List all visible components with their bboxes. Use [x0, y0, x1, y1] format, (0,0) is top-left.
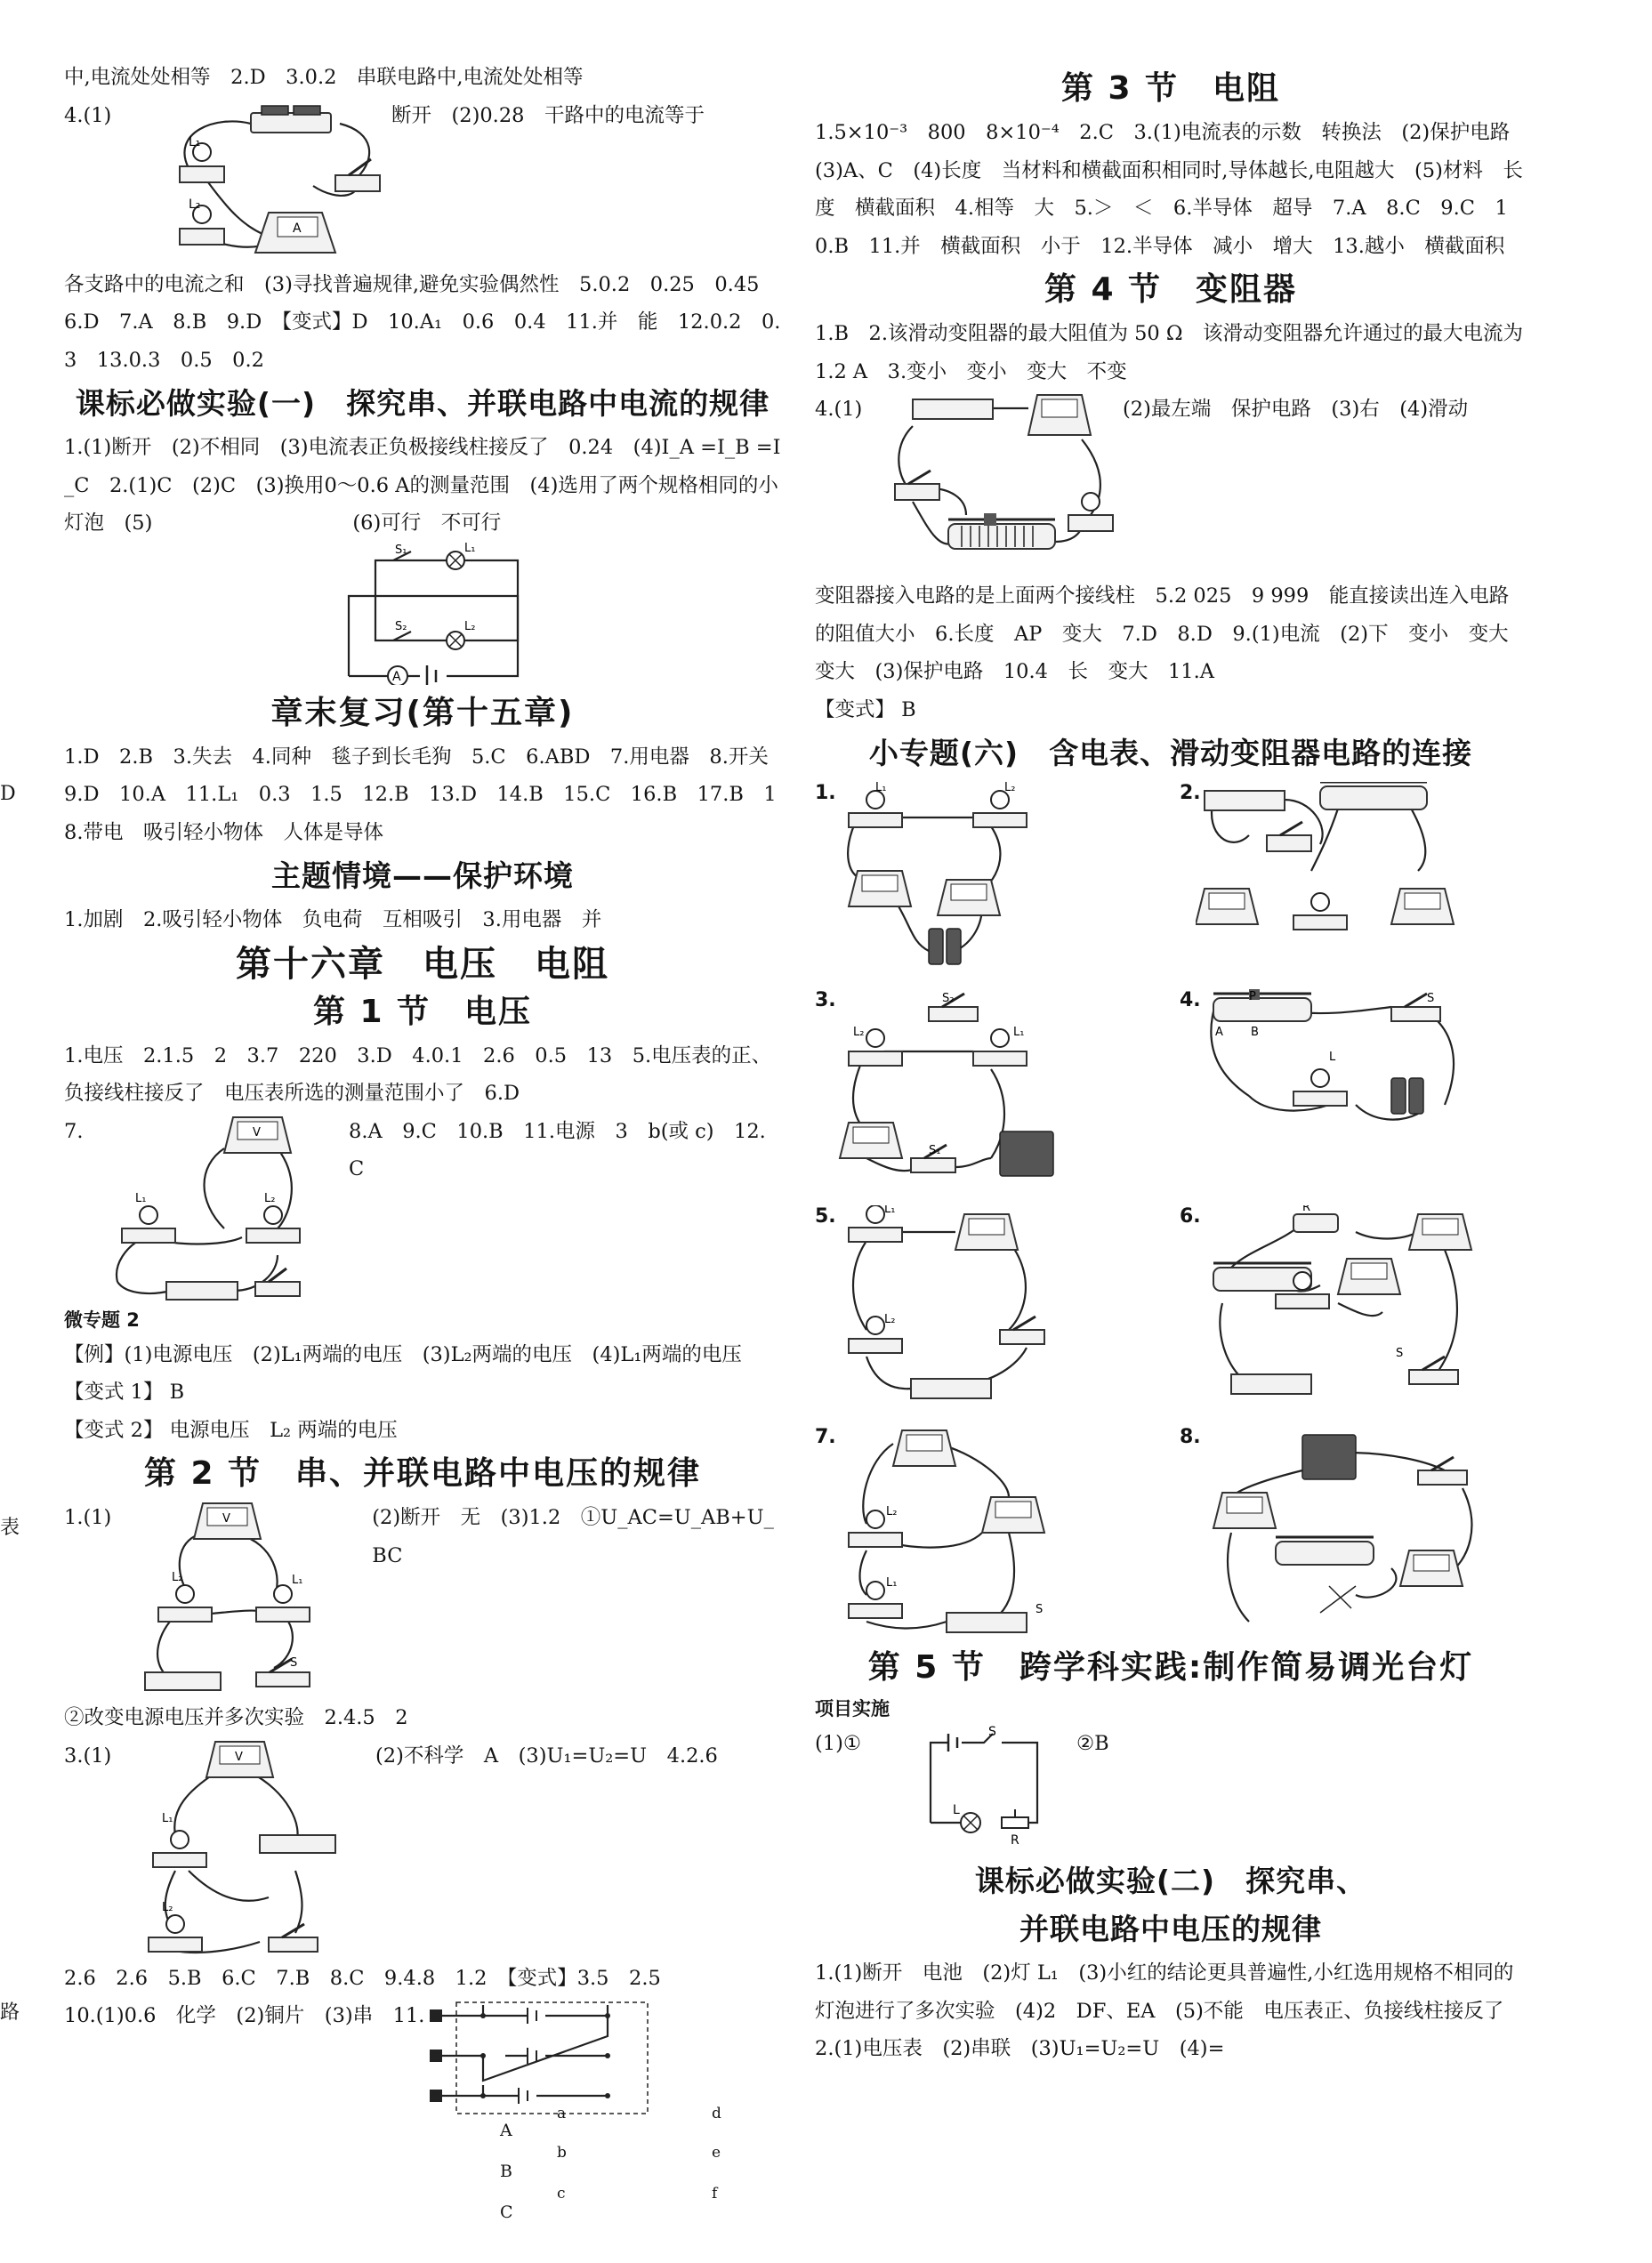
answer-text: 1.5×10⁻³ 800 8×10⁻⁴ 2.C 3.(1)电流表的示数 转换法 (2)保护电路 (3)A、C (4)长度 当材料和横截面积相同时,导体越长,电阻越大 (5)材料 长度 横截面积 4.相等 大 5.＞ ＜ 6.半导体 超导 7.A 8.C 9.C 10.B 11.并 横截面积 小于 12.半导体 减小 增大 13.越小 横截面积: [815, 121, 1530, 258]
section-title: 第 2 节 串、并联电路中电压的规律: [143, 1455, 702, 1492]
circuit-diagram: [123, 1499, 336, 1699]
voltmeter-label: V: [222, 1512, 231, 1526]
answer-text: ②改变电源电压并多次实验 2.4.5 2: [64, 1706, 408, 1729]
section-title: 章末复习(第十五章): [270, 694, 575, 731]
switch-label: S: [1396, 1347, 1404, 1360]
margin-mark: 表: [0, 1517, 20, 1539]
answer-text: 1.B 2.该滑动变阻器的最大阻值为 50 Ω 该滑动变阻器允许通过的最大电流为 1.2 A 3.变小 变小 变大 不变: [815, 322, 1524, 383]
section-title: 并联电路中电压的规律: [1019, 1912, 1322, 1946]
switch-label: S: [290, 1656, 298, 1670]
answer-text: (2)最左端 保护电路 (3)右 (4)滑动: [1123, 398, 1469, 421]
section-title: 课标必做实验(一) 探究串、并联电路中电流的规律: [75, 386, 770, 421]
node-label: c: [557, 2185, 566, 2203]
node-label: e: [712, 2144, 721, 2162]
voltmeter-label: V: [253, 1125, 261, 1140]
circuit-figure: [1180, 1426, 1527, 1639]
answer-text: 各支路中的电流之和 (3)寻找普遍规律,避免实验偶然性 5.0.2 0.25 0.45 6.D 7.A 8.B 9.D 【变式】D 10.A₁ 0.6 0.4 11.并 能 12.0.2 0.3 13.0.3 0.5 0.2: [64, 272, 781, 372]
answer-text: 断开 (2)0.28 干路中的电流等于: [391, 103, 705, 127]
answer-text: 中,电流处处相等 2.D 3.0.2 串联电路中,电流处处相等: [64, 66, 584, 89]
figure-number: 8.: [1180, 1426, 1201, 1448]
chapter-title: 第十六章 电压 电阻: [236, 943, 609, 985]
circuit-figure: [815, 1426, 1162, 1639]
switch-label: S₁: [929, 1144, 941, 1157]
question-number: 7.: [64, 1119, 84, 1143]
circuit-figure: [1180, 1205, 1527, 1410]
answer-with-figure: [64, 1997, 781, 2116]
answer-with-figure: [64, 1499, 781, 1699]
answer-text: 变阻器接入电路的是上面两个接线柱 5.2 025 9 999 能直接读出连入电路的阻值大小 6.长度 AP 变大 7.D 8.D 9.(1)电流 (2)下 变小 变大 变大 (3)保护电路 10.4 长 变大 11.A: [815, 584, 1529, 683]
answer-text: 8.A 9.C 10.B 11.电源 3 b(或 c) 12.C: [349, 1119, 766, 1180]
ammeter-label: A: [392, 669, 401, 684]
margin-mark: D: [0, 783, 16, 805]
voltmeter-label: V: [235, 1750, 243, 1764]
answer-text: 2.6 2.6 5.B 6.C 7.B 8.C 9.4.8 1.2 【变式】3.5 2.5: [64, 1966, 661, 1990]
switch-label: S: [1427, 992, 1435, 1005]
circuit-figure: [1180, 782, 1527, 973]
answer-text: 【变式 2】 电源电压 L₂ 两端的电压: [64, 1418, 398, 1442]
question-number: 4.(1): [64, 103, 112, 127]
bulb-label: L₂: [162, 1900, 173, 1914]
bulb-label: L₂: [884, 1313, 896, 1326]
answer-text: (6)可行 不可行: [352, 511, 502, 535]
answer-with-figure: [815, 391, 1527, 577]
bulb-label: L₁: [464, 542, 476, 555]
circuit-figure: [815, 1205, 1162, 1410]
figure-number: 5.: [815, 1205, 836, 1228]
question-number: 1.(1): [64, 1506, 112, 1529]
bulb-label: L₁: [1013, 1026, 1025, 1039]
subsection-title: 微专题 2: [64, 1309, 140, 1331]
switch-label: S: [1036, 1603, 1044, 1616]
subsection-title: 项目实施: [815, 1698, 890, 1719]
answer-with-figure: [64, 1113, 781, 1304]
bulb-label: L₂: [886, 1505, 898, 1518]
node-label: f: [712, 2185, 718, 2203]
bulb-label: L₁: [292, 1574, 303, 1587]
circuit-diagram: [162, 97, 384, 266]
answer-text: (2)断开 无 (3)1.2 ①U_AC=U_AB+U_BC: [372, 1506, 774, 1567]
slider-label: P: [1249, 990, 1256, 1003]
bulb-label: L₂: [189, 197, 201, 212]
section-title: 主题情境——保护环境: [271, 858, 574, 893]
bulb-label: L₂: [464, 619, 476, 633]
margin-mark: 路: [0, 2001, 20, 2024]
terminal-label: B: [1251, 1026, 1259, 1039]
answer-text: 1.(1)断开 (2)不相同 (3)电流表正负极接线柱接反了 0.24 (4)I_A =I_B =I_C 2.(1)C (2)C (3)换用0～0.6 A的测量范围 (4)选用了两个规格相同的小灯泡 (5): [64, 436, 781, 535]
answer-text: 1.D 2.B 3.失去 4.同种 毯子到长毛狗 5.C 6.ABD 7.用电器 8.开关 9.D 10.A 11.L₁ 0.3 1.5 12.B 13.D 14.B 15.C 16.B 17.B 18.带电 吸引轻小物体 人体是导体: [64, 745, 789, 844]
question-number: 4.(1): [815, 398, 863, 421]
terminal-label: A: [500, 2121, 512, 2140]
section-title: 第 1 节 电压: [312, 993, 533, 1030]
answer-text: ②B: [1076, 1732, 1109, 1755]
switch-label: S₂: [942, 992, 955, 1005]
terminal-label: A: [1215, 1026, 1223, 1039]
figure-number: 4.: [1180, 989, 1201, 1011]
circuit-schematic: [877, 1725, 1055, 1849]
figure-number: 2.: [1180, 782, 1201, 804]
node-label: d: [712, 2105, 721, 2122]
resistor-label: R: [1011, 1833, 1019, 1848]
answer-text: 1.电压 2.1.5 2 3.7 220 3.D 4.0.1 2.6 0.5 13 5.电压表的正、负接线柱接反了 电压表所选的测量范围小了 6.D: [64, 1043, 772, 1105]
terminal-label: B: [500, 2162, 512, 2181]
circuit-figure: [815, 782, 1162, 973]
section-title: 课标必做实验(二) 探究串、: [974, 1864, 1367, 1898]
q11-wiring-diagram: [430, 2001, 652, 2116]
answer-text: (1)①: [815, 1732, 862, 1755]
answer-with-figure: [64, 1737, 781, 1960]
bulb-label: L₂: [853, 1026, 865, 1039]
figure-number: 6.: [1180, 1205, 1201, 1228]
bulb-label: L₁: [162, 1811, 173, 1825]
answer-text: [64, 429, 781, 543]
ammeter-label: A: [293, 221, 302, 236]
answer-text: 【变式 1】 B: [64, 1381, 185, 1404]
switch-label: S: [988, 1725, 996, 1739]
bulb-label: L₁: [135, 1191, 147, 1205]
section-title: 第 3 节 电阻: [1060, 70, 1281, 107]
node-label: b: [557, 2144, 567, 2162]
section-title: 小专题(六) 含电表、滑动变阻器电路的连接: [868, 736, 1473, 770]
answer-with-figure: [64, 97, 781, 266]
question-number: 3.(1): [64, 1744, 112, 1768]
bulb-label: L₂: [172, 1571, 183, 1584]
right-column: [815, 64, 1530, 2068]
bulb-label: L₂: [1004, 782, 1016, 794]
answer-text: 1.(1)断开 电池 (2)灯 L₁ (3)小红的结论更具普遍性,小红选用规格不相同的灯泡进行了多次实验 (4)2 DF、EA (5)不能 电压表正、负接线柱接反了 2.(1)电压表 (2)串联 (3)U₁=U₂=U (4)=: [815, 1961, 1524, 2060]
switch-label: S₂: [395, 619, 407, 633]
circuit-schematic: [64, 543, 781, 689]
bulb-label: L₂: [264, 1191, 276, 1205]
circuit-diagram: [877, 391, 1117, 577]
terminal-label: C: [500, 2203, 513, 2222]
resistor-label: R: [1302, 1205, 1311, 1214]
answer-text: 【变式】 B: [815, 697, 916, 721]
left-column: [64, 59, 789, 2222]
bulb-label: L: [953, 1803, 960, 1817]
answer-text: (2)不科学 A (3)U₁=U₂=U 4.2.6: [375, 1744, 718, 1768]
circuit-diagram: [100, 1113, 322, 1304]
switch-label: S₁: [395, 543, 407, 557]
bulb-label: L₁: [189, 134, 201, 149]
bulb-label: L₁: [884, 1205, 896, 1216]
circuit-figure-grid: [815, 782, 1527, 1639]
answer-text: 10.(1)0.6 化学 (2)铜片 (3)串 11.: [64, 2004, 425, 2027]
circuit-figure: [815, 989, 1162, 1189]
circuit-diagram: [126, 1737, 340, 1960]
bulb-label: L: [1329, 1051, 1336, 1064]
circuit-figure: [1180, 989, 1527, 1189]
section-title: 第 4 节 变阻器: [1044, 271, 1298, 308]
answer-with-figure: [815, 1725, 1527, 1849]
section-title: 第 5 节 跨学科实践:制作简易调光台灯: [867, 1649, 1474, 1686]
bulb-label: L₁: [886, 1576, 898, 1590]
bulb-label: L₁: [875, 782, 887, 794]
answer-text: 【例】(1)电源电压 (2)L₁两端的电压 (3)L₂两端的电压 (4)L₁两端的电压: [64, 1342, 742, 1366]
answer-text: 1.加剧 2.吸引轻小物体 负电荷 互相吸引 3.用电器 并: [64, 908, 602, 931]
figure-number: 7.: [815, 1426, 836, 1448]
node-label: a: [557, 2105, 567, 2122]
figure-number: 1.: [815, 782, 836, 804]
figure-number: 3.: [815, 989, 836, 1011]
